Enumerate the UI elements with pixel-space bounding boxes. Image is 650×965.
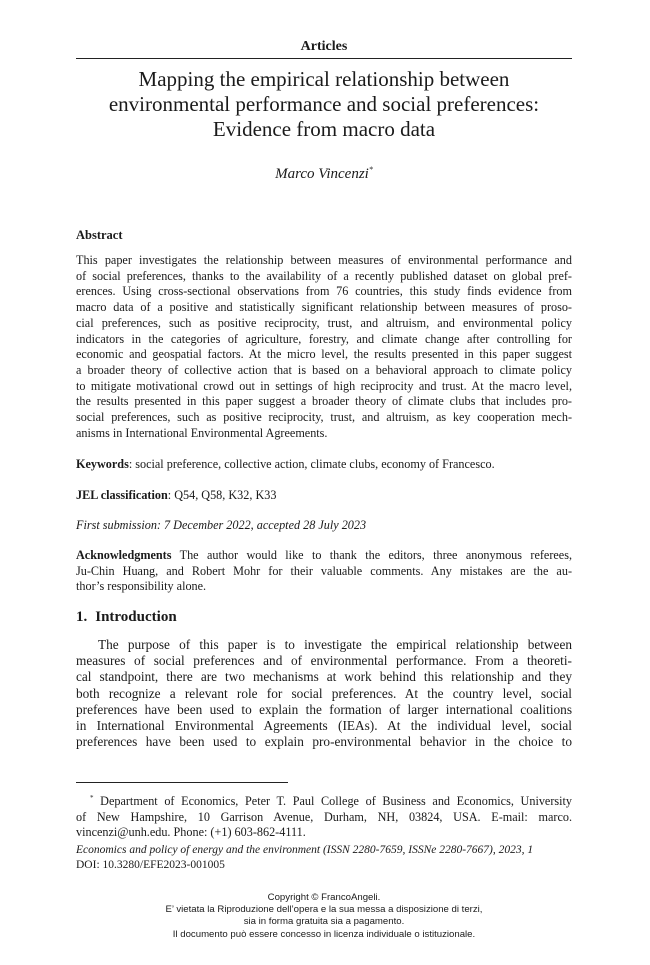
intro-line: measures of social preferences and of environmental performance. From a theoreti- <box>76 653 572 669</box>
journal-info <box>76 843 572 872</box>
intro-line: both recognize a relevant role for social preferences. At the country level, social <box>76 685 572 701</box>
keywords-label: Keywords <box>76 457 129 471</box>
intro-line: The purpose of this paper is to investigate the empirical relationship between <box>98 637 572 652</box>
journal-citation: Economics and policy of energy and the environment (ISSN 2280-7659, ISSNe 2280-7667), 2023, 1 <box>76 844 534 856</box>
abstract-line: macro data of a positive and statistically significant relationship between measures of proso- <box>76 300 572 315</box>
copyright-line: E’ vietata la Riproduzione dell’opera e la sua messa a disposizione di terzi, <box>165 904 483 916</box>
abstract-line: a broader theory of collective action that is based on a behavioral approach to climate policy <box>76 362 572 377</box>
abstract-heading: Abstract <box>76 228 123 242</box>
footnote-rule <box>76 782 288 783</box>
introduction-body <box>76 637 572 750</box>
article-title <box>76 67 572 142</box>
copyright-line: Copyright © FrancoAngeli. <box>267 892 381 903</box>
jel-label: JEL classification <box>76 488 168 502</box>
section-header: Articles <box>300 39 348 54</box>
abstract-line: This paper investigates the relationship between measures of environmental performance and <box>76 253 572 267</box>
keywords-value: : social preference, collective action, climate clubs, economy of Francesco. <box>128 457 495 471</box>
intro-line: preferences have been used to explain pro-environmental behavior in the choice to <box>76 734 572 750</box>
acknowledgments-line: Ju-Chin Huang, and Robert Mohr for their valuable comments. Any mistakes are the au- <box>76 563 572 578</box>
acknowledgments-label: Acknowledgments <box>76 548 172 562</box>
copyright-line: Il documento può essere concesso in licenza individuale o istituzionale. <box>172 928 476 940</box>
acknowledgments-line: thor’s responsibility alone. <box>76 579 207 594</box>
author-footnote-mark: * <box>368 165 373 174</box>
section-title: Introduction <box>95 609 177 625</box>
introduction-heading <box>76 609 177 626</box>
abstract-line: indicators in the categories of agriculture, forestry, and climate change after controlling for <box>76 331 572 346</box>
abstract-line: erences. Using cross-sectional observations from 76 countries, this study finds evidence from <box>76 284 572 299</box>
intro-line: preferences have been used to explain the formation of larger international coalitions <box>76 701 572 717</box>
footnote-line: Department of Economics, Peter T. Paul College of Business and Economics, University <box>93 794 572 809</box>
jel-value: : Q54, Q58, K32, K33 <box>167 488 277 502</box>
acknowledgments <box>76 548 572 595</box>
copyright-line: sia in forma gratuita sia a pagamento. <box>243 916 405 928</box>
title-line: Evidence from macro data <box>212 117 436 141</box>
author-name <box>76 165 572 183</box>
author-footnote <box>76 791 572 841</box>
abstract-line: cial preferences, such as positive reciprocity, trust, and altruism, and environmental policy <box>76 315 572 330</box>
keywords <box>76 457 572 473</box>
header-rule <box>76 58 572 59</box>
acknowledgments-line: The author would like to thank the editors, three anonymous referees, <box>171 548 572 562</box>
footnote-line: of New Hampshire, 10 Garrison Avenue, Durham, NH, 03824, USA. E-mail: marco. <box>76 809 572 824</box>
jel-classification <box>76 488 572 504</box>
abstract-line: the results presented in this paper suggest a broader theory of climate clubs that includes pro- <box>76 394 572 409</box>
abstract-line: to mitigate motivational crowd out in settings of high reciprocity and trust. At the macro level, <box>76 378 572 393</box>
abstract-line: social preferences, such as positive reciprocity, trust, and altruism, as key cooperation mech- <box>76 410 572 425</box>
author-name-text: Marco Vincenzi <box>275 166 369 182</box>
section-number: 1. <box>76 609 88 625</box>
abstract-line: economic and geospatial factors. At the micro level, the results presented in this paper suggest <box>76 347 572 362</box>
title-line: Mapping the empirical relationship between <box>138 67 510 91</box>
doi: DOI: 10.3280/EFE2023-001005 <box>76 858 225 871</box>
submission-dates: First submission: 7 December 2022, accepted 28 July 2023 <box>76 518 367 532</box>
abstract-line: anisms in International Environmental Agreements. <box>76 425 328 440</box>
footnote-mark: * <box>90 794 94 802</box>
intro-line: in International Environmental Agreements (IEAs). At the individual level, social <box>76 718 572 734</box>
abstract-body <box>76 253 572 441</box>
intro-line: cal standpoint, there are two mechanisms at work behind this relationship and they <box>76 669 572 685</box>
abstract-line: of social preferences, thanks to the availability of a recently published dataset on global pref- <box>76 268 572 283</box>
footnote-line: vincenzi@unh.edu. Phone: (+1) 603-862-4111. <box>76 825 306 840</box>
title-line: environmental performance and social preferences: <box>108 92 540 116</box>
copyright-notice <box>76 892 572 941</box>
